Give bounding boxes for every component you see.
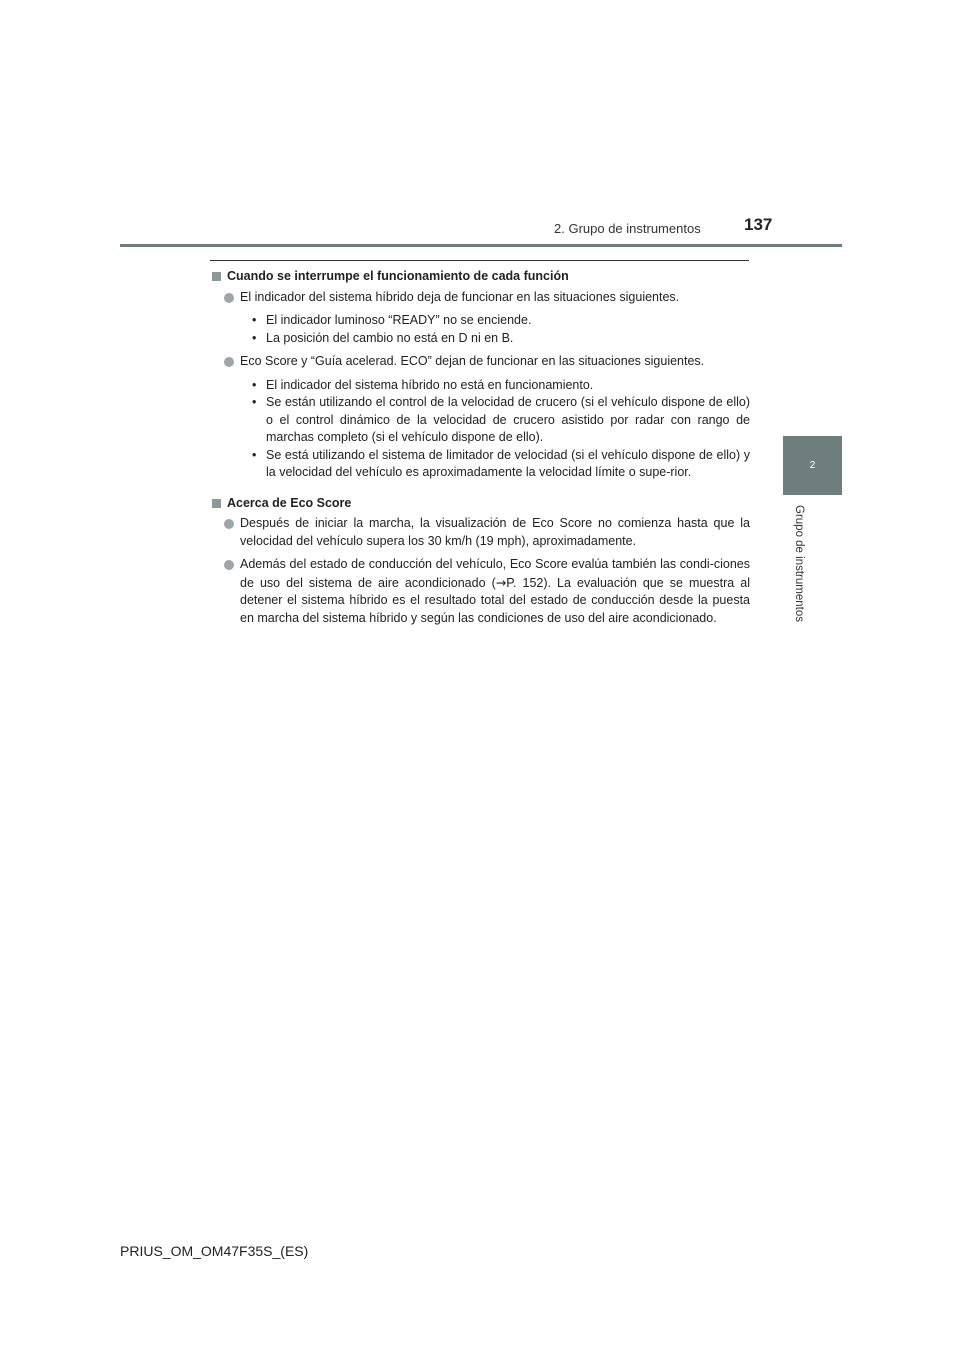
circle-bullet-icon xyxy=(224,519,234,529)
dot-bullet-icon: • xyxy=(252,377,257,392)
sub-list-item-text: Se está utilizando el sistema de limitador de velocidad (si el vehículo dispone de ello) y la velocidad del vehículo es aproximadamente la velocidad límite o supe-rior. xyxy=(266,447,750,479)
section-heading xyxy=(210,268,750,286)
sub-list-item xyxy=(252,377,750,395)
sub-list-item xyxy=(252,394,750,447)
page-reference-text[interactable]: P. 152). La evaluación que se muestra al detener el sistema híbrido es el resultado total del estado de conducción desde la puesta en marcha del sistema híbrido y según las condiciones de uso del aire acondicionado. xyxy=(240,575,750,625)
list-item-text: Eco Score y “Guía acelerad. ECO” dejan de funcionar en las situaciones siguientes. xyxy=(240,354,705,368)
dot-bullet-icon: • xyxy=(252,395,257,409)
sub-list-item-text: La posición del cambio no está en D ni en B. xyxy=(266,330,514,345)
circle-bullet-icon xyxy=(224,293,234,303)
list-item-text: El indicador del sistema híbrido deja de funcionar en las situaciones siguientes. xyxy=(240,289,680,304)
section-heading xyxy=(210,495,750,513)
content-top-rule xyxy=(210,260,749,261)
sub-list-item xyxy=(252,447,750,482)
list-item xyxy=(210,556,750,627)
page-number: 137 xyxy=(744,215,773,234)
list-item-text-part: Además del estado de conducción del vehículo, Eco Score evalúa también las condi-ciones de uso del sistema de aire acondicionado ( xyxy=(240,557,750,590)
arrow-right-icon: → xyxy=(495,574,507,590)
chapter-tab-number: 2 xyxy=(809,460,816,471)
list-item-text: Después de iniciar la marcha, la visualización de Eco Score no comienza hasta que la velocidad del vehículo supera los 30 km/h (19 mph), aproximadamente. xyxy=(240,516,750,548)
sub-list-item xyxy=(252,312,750,330)
list-item xyxy=(210,353,750,371)
main-content xyxy=(210,268,750,633)
list-item xyxy=(210,289,750,307)
footer-document-code: PRIUS_OM_OM47F35S_(ES) xyxy=(120,1243,309,1259)
chapter-tab[interactable] xyxy=(783,436,842,495)
list-item-text xyxy=(240,556,750,627)
circle-bullet-icon xyxy=(224,357,234,367)
sub-list xyxy=(210,312,750,347)
dot-bullet-icon: • xyxy=(252,330,257,345)
sub-list-item-text: El indicador luminoso “READY” no se enciende. xyxy=(266,313,532,327)
header-rule xyxy=(120,244,842,247)
circle-bullet-icon xyxy=(224,560,234,570)
list-item xyxy=(210,515,750,550)
chapter-tab-label: Grupo de instrumentos xyxy=(793,505,805,622)
square-bullet-icon xyxy=(212,272,221,281)
running-header-title: 2. Grupo de instrumentos xyxy=(554,221,701,236)
dot-bullet-icon: • xyxy=(252,313,257,327)
sub-list-item xyxy=(252,330,750,348)
dot-bullet-icon: • xyxy=(252,447,257,462)
section-heading-text: Acerca de Eco Score xyxy=(227,495,352,510)
square-bullet-icon xyxy=(212,499,221,508)
sub-list-item-text: El indicador del sistema híbrido no está en funcionamiento. xyxy=(266,377,594,392)
sub-list-item-text: Se están utilizando el control de la velocidad de crucero (si el vehículo dispone de ello) o el control dinámico de la velocidad de crucero asistido por radar con rango de marchas completo (si el vehículo dispone de ello). xyxy=(266,395,750,444)
sub-list xyxy=(210,377,750,482)
section-heading-text: Cuando se interrumpe el funcionamiento de cada función xyxy=(227,269,569,283)
